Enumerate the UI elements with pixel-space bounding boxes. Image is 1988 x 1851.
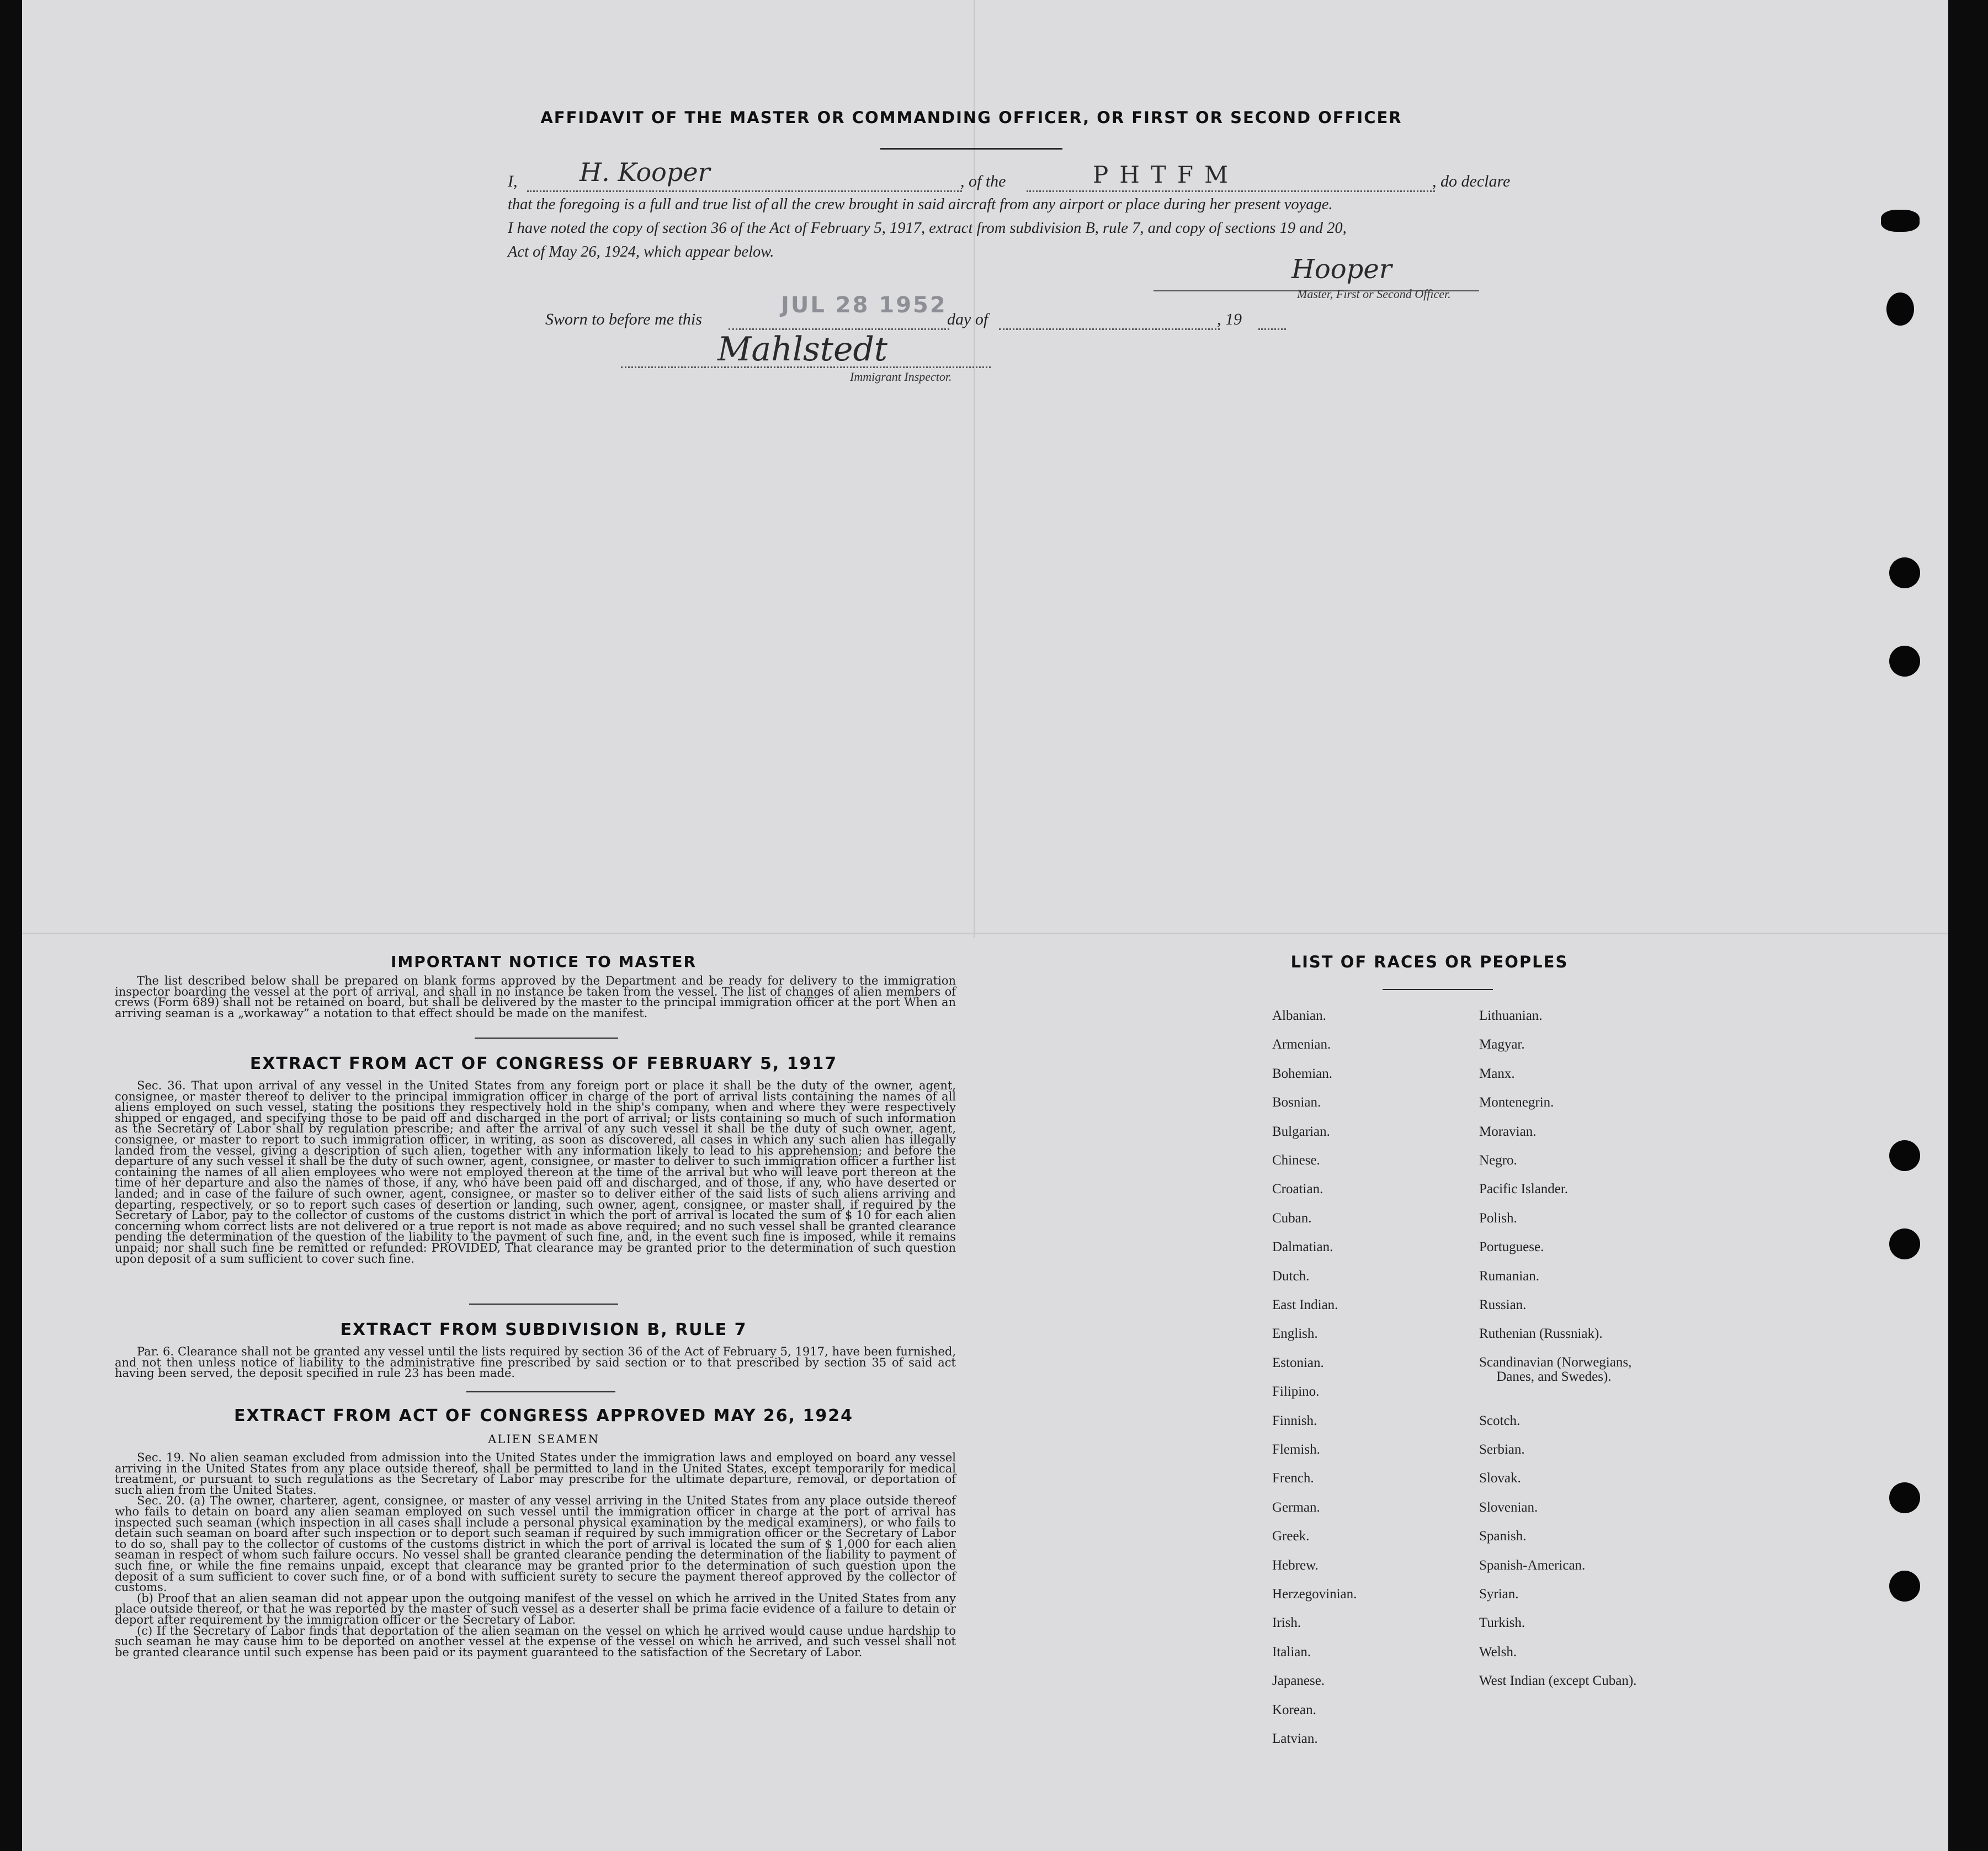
punch-hole-icon — [1886, 292, 1914, 326]
race-item: Scotch. — [1479, 1413, 1521, 1428]
race-item: Bohemian. — [1272, 1066, 1333, 1081]
subdivision-b-rule — [466, 1391, 615, 1392]
race-item: Italian. — [1272, 1644, 1311, 1659]
extract-1917-rule — [469, 1304, 618, 1305]
punch-hole-icon — [1889, 557, 1920, 588]
race-item: Ruthenian (Russniak). — [1479, 1326, 1603, 1342]
subdivision-b-paragraph: Par. 6. Clearance shall not be granted any vessel until the lists required by section 36 of the Act of February 5, 1917, have been furnished, and not then unless notice of liability to the administrative fine prescribed by said section or to that prescribed by section 35 of said act having been served, the deposit specified in rule 23 has been made. — [115, 1345, 956, 1380]
race-item: Turkish. — [1479, 1615, 1525, 1631]
race-item: Moravian. — [1479, 1124, 1537, 1139]
race-item: Negro. — [1479, 1153, 1517, 1168]
race-item: Filipino. — [1272, 1384, 1320, 1400]
affidavit-text-line4: Act of May 26, 1924, which appear below. — [508, 243, 774, 260]
race-item: West Indian (except Cuban). — [1479, 1673, 1637, 1689]
sec-19-paragraph: Sec. 19. No alien seaman excluded from admission into the United States under the immigration laws and employed on board any vessel arriving in the United States from any place outside thereof, shall be permitted to land in the United States, except temporarily for medical treatment, or pursuant to such regulations as the Secretary of Labor may prescribe for the ultimate departure, removal, or deportation of such alien from the United States. — [115, 1451, 956, 1497]
race-item: Greek. — [1272, 1529, 1310, 1544]
race-item: Estonian. — [1272, 1355, 1324, 1370]
sworn-year: , 19 — [1217, 310, 1242, 328]
document-page — [22, 0, 1948, 1851]
race-item: Lithuanian. — [1479, 1008, 1543, 1023]
race-item: Cuban. — [1272, 1210, 1312, 1226]
race-item: Rumanian. — [1479, 1268, 1540, 1284]
race-item: Irish. — [1272, 1615, 1301, 1631]
race-item: Pacific Islander. — [1479, 1182, 1569, 1197]
race-item: Serbian. — [1479, 1442, 1525, 1457]
race-item: English. — [1272, 1326, 1318, 1342]
notice-rule — [475, 1038, 618, 1039]
affidavit-declarant-prefix: I, — [508, 172, 518, 190]
race-item: Spanish-American. — [1479, 1557, 1586, 1573]
race-item: Korean. — [1272, 1702, 1316, 1717]
notice-text — [115, 976, 956, 1019]
affidavit-text-line3: I have noted the copy of section 36 of the Act of February 5, 1917, extract from subdivision B, rule 7, and copy of sections 19 and 20, — [508, 220, 1347, 237]
race-item: Slovenian. — [1479, 1499, 1538, 1515]
race-item: Albanian. — [1272, 1008, 1326, 1023]
extract-1924-title: EXTRACT FROM ACT OF CONGRESS APPROVED MAY 26, 1924 — [234, 1406, 853, 1426]
master-signature: Hooper — [1291, 254, 1392, 285]
race-item: Japanese. — [1272, 1673, 1325, 1689]
craft-name-handwriting: PHTFM — [1093, 161, 1240, 188]
race-item: Croatian. — [1272, 1182, 1323, 1197]
master-caption: Master, First or Second Officer. — [1297, 287, 1451, 301]
sec-20a-paragraph: Sec. 20. (a) The owner, charterer, agent, consignee, or master of any vessel arriving in the United States from any place outside thereof who fails to detain on board any alien seaman employed on such vessel until the immigration officer in charge at the port of arrival has inspected such seaman (which inspection in all cases shall include a personal physical examination by the medical examiners), or who fails to detain such seaman on board after such inspection or to deport such seaman if required by such immigration officer or the Secretary of Labor to do so, shall pay to the collector of customs of the customs district in which the port of arrival is located the sum of $ 1,000 for each alien seaman in respect of whom such failure occurs. No vessel shall be granted clearance pending the determination of the liability to payment of such fine, or while the fine remains unpaid, except that clearance may be granted prior to the determination of such question upon the deposit of a sum sufficient to cover such fine, or of a bond with sufficient surety to secure the payment thereof approved by the collector of customs. — [115, 1494, 956, 1594]
race-item: Scandinavian (Norwegians, Danes, and Swedes). — [1479, 1354, 1632, 1384]
race-item: Slovak. — [1479, 1471, 1521, 1486]
extract-1917-paragraph: Sec. 36. That upon arrival of any vessel in the United States from any foreign port or place it shall be the duty of the owner, agent, consignee, or master thereof to deliver to the principal immigration officer in charge of the port of arrival lists containing the names of all aliens employed on such vessel, stating the positions they respectively hold in the ship's company, when and where they were respectively shipped or engaged, and specifying those to be paid off and discharged in the port of arrival; or lists containing so much of such information as the Secretary of Labor shall by regulation prescribe; and after the arrival of any such vessel it shall be the duty of such owner, agent, consignee, or master to report to such immigration officer, in writing, as soon as discovered, all cases in which any such alien has illegally landed from the vessel, giving a description of such alien, together with any information likely to lead to his apprehension; and before the departure of any such vessel it shall be the duty of such owner, agent, consignee, or master to deliver to such immigration officer a further list containing the names of all alien employees who were not employed thereon at the time of the arrival but who will leave port thereon at the time of her departure and also the names of those, if any, who have been paid off and discharged, and of those, if any, who have deserted or landed; and in case of the failure of such owner, agent, consignee, or master so to deliver either of the said lists of such aliens arriving and departing, respectively, or so to report such cases of desertion or landing, such owner, agent, consignee, or master shall, if required by the Secretary of Labor, pay to the collector of customs of the customs district in which the port of arrival is located the sum of $ 10 for each alien concerning whom correct lists are not delivered or a true report is not made as above required; and no such vessel shall be granted clearance pending the determination of the question of the liability to the payment of such fine, and, in the event such fine is imposed, while it remains unpaid; nor shall such fine be remitted or refunded: PROVIDED, That clearance may be granted prior to the determination of such question upon deposit of a sum sufficient to cover such fine. — [115, 1079, 956, 1265]
affidavit-text-line2: that the foregoing is a full and true list of all the crew brought in said aircraft from any airport or place during her present voyage. — [508, 196, 1333, 213]
horizontal-fold-line — [22, 933, 1948, 934]
punch-hole-icon — [1889, 646, 1920, 677]
race-item: Chinese. — [1272, 1153, 1320, 1168]
race-item: Manx. — [1479, 1066, 1515, 1081]
title-rule — [880, 148, 1062, 150]
punch-hole-icon — [1881, 210, 1920, 232]
punch-hole-icon — [1889, 1482, 1920, 1513]
races-title-rule — [1383, 989, 1493, 990]
races-title: LIST OF RACES OR PEOPLES — [1290, 953, 1569, 971]
race-item: German. — [1272, 1499, 1320, 1515]
race-item: East Indian. — [1272, 1297, 1338, 1312]
alien-seamen-subtitle: ALIEN SEAMEN — [488, 1433, 599, 1446]
sec-20c-paragraph: (c) If the Secretary of Labor finds that deportation of the alien seaman on the vessel on which he arrived would cause undue hardship to such seaman he may cause him to be deported on another vessel at the expense of the vessel on which he arrived, and such vessel shall not be granted clearance until such expense has been paid or its payment guaranteed to the satisfaction of the Secretary of Labor. — [115, 1624, 956, 1659]
affidavit-of-the: , of the — [960, 172, 1006, 190]
craft-name-line — [1027, 190, 1435, 192]
race-item: Bosnian. — [1272, 1095, 1321, 1110]
inspector-signature-line — [621, 366, 991, 368]
sec-20b-paragraph: (b) Proof that an alien seaman did not appear upon the outgoing manifest of the vessel on which he arrived in the United States from any place outside thereof, or that he was reported by the master of such vessel as a deserter shall be prima facie evidence of a failure to detain or deport after requirement by the immigration officer or the Secretary of Labor. — [115, 1591, 956, 1626]
extract-1917-text — [115, 1081, 956, 1264]
received-date-stamp: JUL 28 1952 — [781, 292, 947, 318]
race-item: Portuguese. — [1479, 1240, 1544, 1255]
race-item: Flemish. — [1272, 1442, 1320, 1457]
race-item: Dalmatian. — [1272, 1240, 1333, 1255]
punch-hole-icon — [1889, 1140, 1920, 1171]
race-item: Dutch. — [1272, 1268, 1310, 1284]
race-item: Herzegovinian. — [1272, 1587, 1357, 1602]
race-item: Armenian. — [1272, 1037, 1331, 1052]
race-item: Latvian. — [1272, 1731, 1318, 1746]
extract-1924-text — [115, 1453, 956, 1658]
punch-hole-icon — [1889, 1571, 1920, 1602]
inspector-caption: Immigrant Inspector. — [850, 370, 952, 384]
affidavit-title: AFFIDAVIT OF THE MASTER OR COMMANDING OFFICER, OR FIRST OR SECOND OFFICER — [540, 108, 1402, 127]
subdivision-b-text — [115, 1347, 956, 1379]
sworn-prefix: Sworn to before me this — [545, 310, 702, 328]
race-item: Magyar. — [1479, 1037, 1525, 1052]
race-item: French. — [1272, 1471, 1314, 1486]
extract-1917-title: EXTRACT FROM ACT OF CONGRESS OF FEBRUARY 5, 1917 — [249, 1054, 838, 1073]
race-item: Finnish. — [1272, 1413, 1317, 1428]
notice-paragraph: The list described below shall be prepared on blank forms approved by the Department and be ready for delivery to the immigration inspector boarding the vessel at the port of arrival, and shall in no instance be taken from the vessel. The list of changes of alien members of crews (Form 689) shall not be retained on board, but shall be delivered by the master to the principal immigration officer at the port When an arriving seaman is a „workaway” a notation to that effect should be made on the manifest. — [115, 974, 956, 1020]
race-item: Russian. — [1479, 1297, 1527, 1312]
declarant-name-line — [527, 190, 962, 192]
sworn-day-of: day of — [947, 310, 988, 328]
notice-title: IMPORTANT NOTICE TO MASTER — [390, 953, 697, 971]
race-item: Welsh. — [1479, 1644, 1517, 1659]
race-item: Bulgarian. — [1272, 1124, 1330, 1139]
race-item: Hebrew. — [1272, 1557, 1319, 1573]
race-item: Montenegrin. — [1479, 1095, 1554, 1110]
sworn-month-line — [999, 328, 1220, 330]
race-item: Spanish. — [1479, 1529, 1527, 1544]
subdivision-b-title: EXTRACT FROM SUBDIVISION B, RULE 7 — [340, 1320, 747, 1339]
vertical-fold-line — [974, 0, 975, 938]
punch-hole-icon — [1889, 1228, 1920, 1259]
race-item: Syrian. — [1479, 1587, 1519, 1602]
declarant-name-handwriting: H. Kooper — [580, 157, 710, 187]
affidavit-do-declare: , do declare — [1432, 172, 1511, 190]
race-item: Polish. — [1479, 1210, 1517, 1226]
sworn-year-line — [1258, 328, 1286, 330]
inspector-signature: Mahlstedt — [717, 330, 887, 369]
